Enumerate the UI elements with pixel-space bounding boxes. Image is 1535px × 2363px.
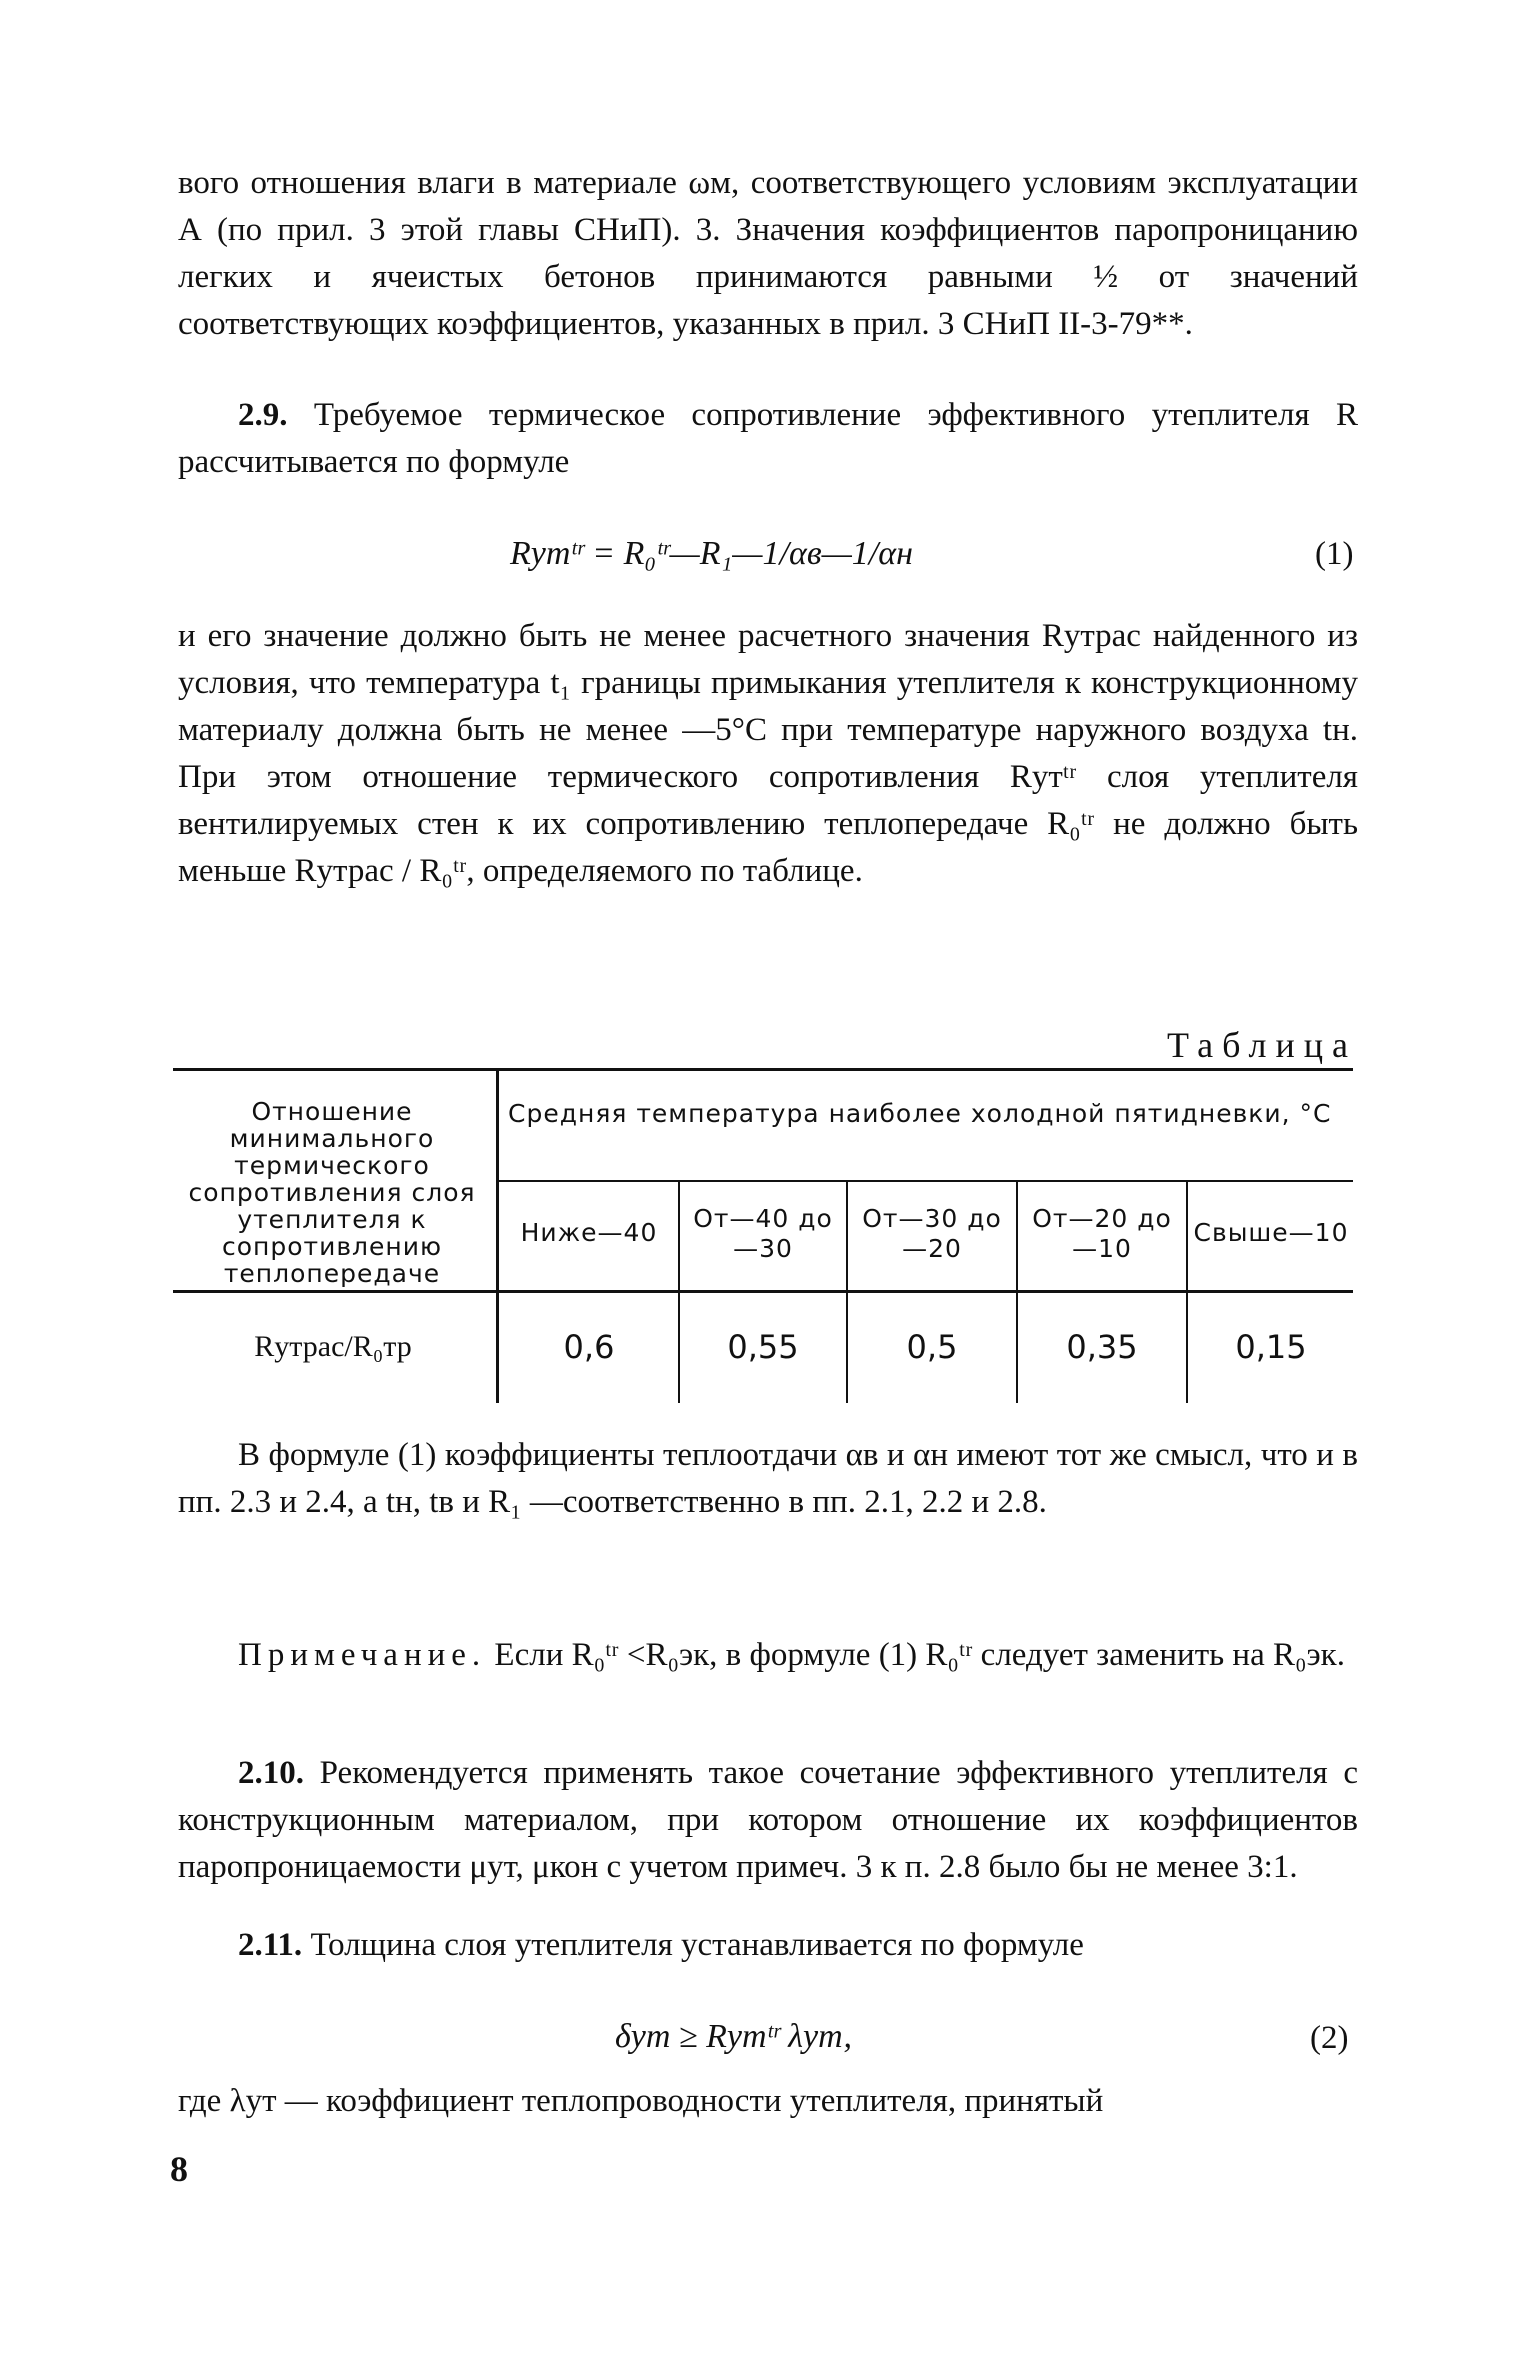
table-vline xyxy=(1186,1180,1188,1403)
section-number: 2.10. xyxy=(238,1755,304,1791)
table-col-header: Свыше—10 xyxy=(1193,1218,1349,1247)
formula-2-number: (2) xyxy=(1310,2020,1349,2056)
table-value: 0,55 xyxy=(727,1328,799,1366)
paragraph-text: и его значение должно быть не менее расчетного значения Rутрас найденного из условия, что температура t₁ границы примыкания утеплителя к конструкционному материалу должна быть не менее —5°С при температуре наружного воздуха tн. При этом отношение термического сопротивления Rутᵗʳ слоя утеплителя вентилируемых стен к их сопротивлению теплопередаче R₀ᵗʳ не должно быть меньше Rутрас / R₀ᵗʳ, определяемого по таблице. xyxy=(178,618,1358,889)
paragraph-lambda xyxy=(178,2078,1358,2125)
section-number: 2.9. xyxy=(238,397,288,433)
ratio-table xyxy=(173,1068,1353,1403)
section-2-10 xyxy=(178,1750,1358,1891)
paragraph-continuation xyxy=(178,160,1358,348)
table-col-header: От—40 до—30 xyxy=(693,1204,833,1263)
table-vline xyxy=(496,1068,499,1403)
section-2-11 xyxy=(178,1922,1358,1969)
table-vline xyxy=(678,1180,680,1403)
table-vline xyxy=(846,1180,848,1403)
page-number: 8 xyxy=(170,2149,188,2189)
table-value: 0,15 xyxy=(1235,1328,1307,1366)
table-subheader-rule xyxy=(498,1180,1353,1182)
section-text: Толщина слоя утеплителя устанавливается по формуле xyxy=(310,1927,1084,1963)
table-col-header: От—30 до—20 xyxy=(862,1204,1002,1263)
table-value: 0,5 xyxy=(906,1328,958,1366)
note xyxy=(178,1632,1358,1679)
table-col-header: От—20 до—10 xyxy=(1032,1204,1172,1263)
table-row-label: Rутрас/R₀тр xyxy=(254,1330,412,1363)
table-header-rule xyxy=(173,1290,1353,1293)
note-text: Если R₀ᵗʳ <R₀эк, в формуле (1) R₀ᵗʳ следует заменить на R₀эк. xyxy=(494,1637,1345,1673)
table-vline xyxy=(1016,1180,1018,1403)
table-col-header: Ниже—40 xyxy=(520,1218,658,1247)
section-2-9 xyxy=(178,392,1358,486)
table-value: 0,6 xyxy=(563,1328,615,1366)
table-value: 0,35 xyxy=(1066,1328,1138,1366)
paragraph-requirements xyxy=(178,613,1358,895)
paragraph-text: где λут — коэффициент теплопроводности утеплителя, принятый xyxy=(178,2083,1104,2119)
formula-2: δут ≥ Rутᵗʳ λут, xyxy=(615,2018,853,2055)
table-header-left: Отношение минимального термического сопротивления слоя утеплителя к сопротивлению теплопередаче xyxy=(188,1097,476,1288)
note-label: Примечание. xyxy=(238,1637,487,1673)
formula-1: Rутᵗʳ = R₀ᵗʳ—R₁—1/αв—1/αн xyxy=(510,535,913,572)
formula-1-number: (1) xyxy=(1315,536,1354,572)
section-text: Требуемое термическое сопротивление эффективного утеплителя R рассчитывается по формуле xyxy=(178,397,1358,480)
table-header-group: Средняя температура наиболее холодной пятидневки, °С xyxy=(508,1099,1332,1128)
paragraph-text: В формуле (1) коэффициенты теплоотдачи αв и αн имеют тот же смысл, что и в пп. 2.3 и 2.4, а tн, tв и R₁ —соответственно в пп. 2.1, 2.2 и 2.8. xyxy=(178,1437,1358,1520)
paragraph-coefficients xyxy=(178,1432,1358,1526)
paragraph-text: вого отношения влаги в материале ωм, соответствующего условиям эксплуатации А (по прил. 3 этой главы СНиП). 3. Значения коэффициентов паропроницанию легких и ячеистых бетонов принимаются равными ½ от значений соответствующих коэффициентов, указанных в прил. 3 СНиП II-3-79**. xyxy=(178,165,1358,342)
section-number: 2.11. xyxy=(238,1927,303,1963)
table-caption: Таблица xyxy=(1167,1025,1357,1065)
section-text: Рекомендуется применять такое сочетание эффективного утеплителя с конструкционным материалом, при котором отношение их коэффициентов паропроницаемости μут, μкон с учетом примеч. 3 к п. 2.8 было бы не менее 3:1. xyxy=(178,1755,1358,1885)
table-top-rule xyxy=(173,1068,1353,1071)
